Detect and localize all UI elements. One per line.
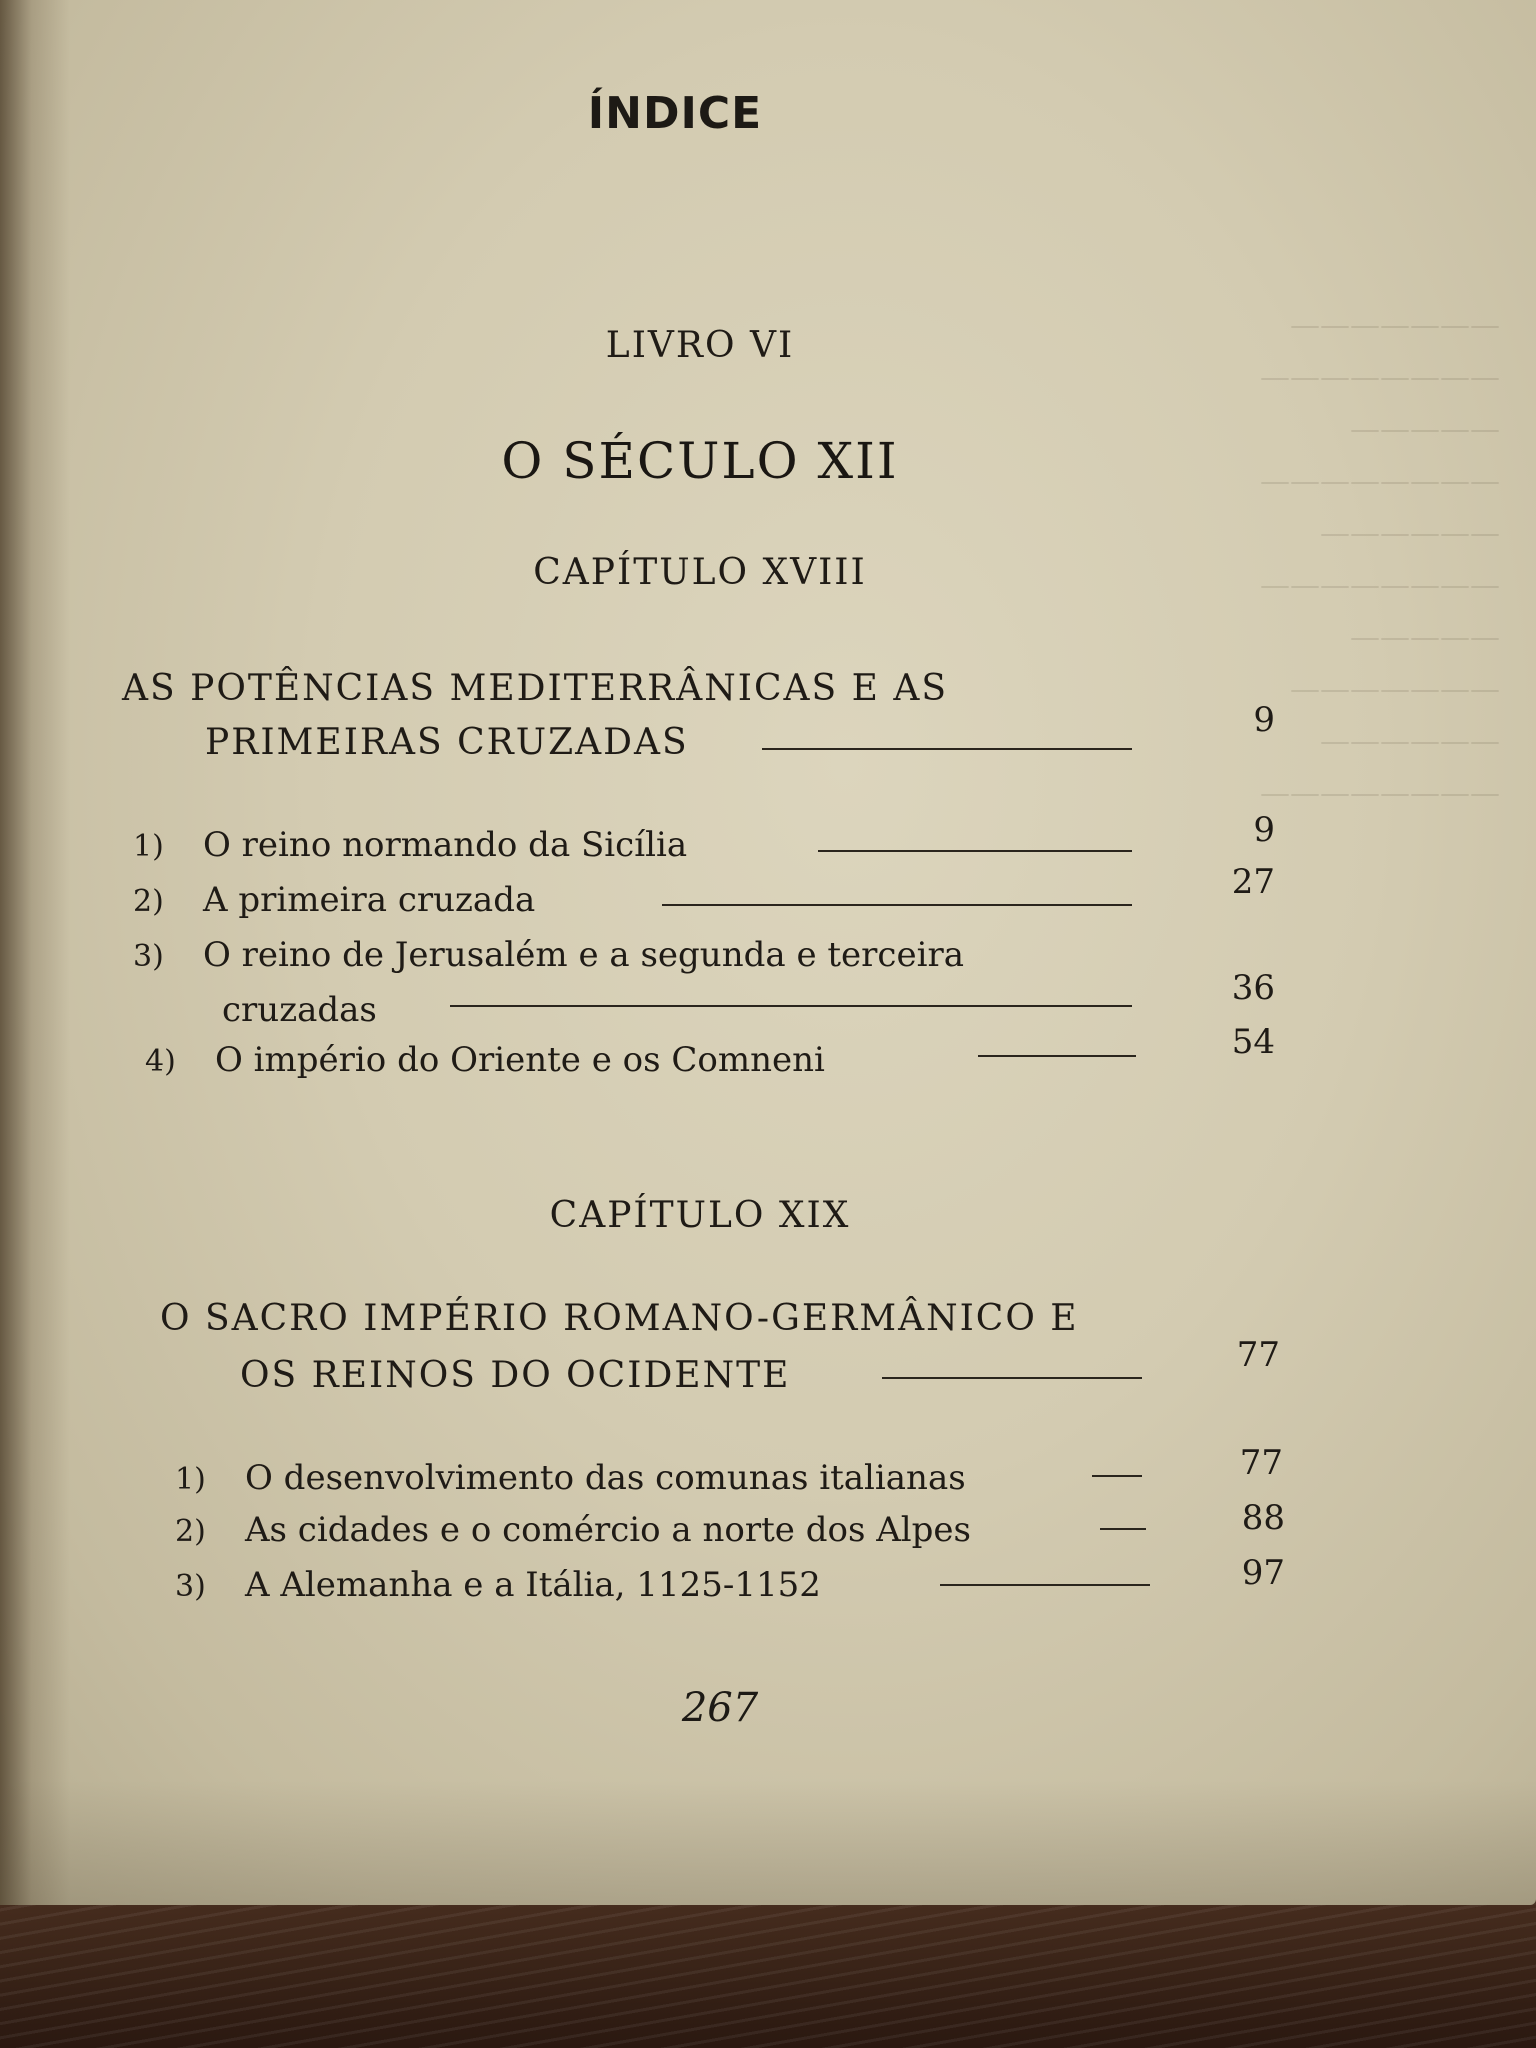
toc-entry[interactable] <box>175 1565 821 1605</box>
page-number: 77 <box>1236 1335 1280 1375</box>
page-folio: 267 <box>681 1685 759 1731</box>
table-surface <box>0 1880 1536 2048</box>
leader-rule <box>818 850 1132 852</box>
page-number: 9 <box>1253 810 1275 850</box>
toc-entry[interactable] <box>133 825 687 865</box>
entry-number: 4) <box>145 1044 176 1079</box>
page-number: 9 <box>1253 700 1275 740</box>
page-number: 97 <box>1241 1553 1285 1593</box>
spine-shadow <box>0 0 70 1905</box>
entry-title: A primeira cruzada <box>203 880 536 920</box>
leader-rule <box>662 904 1132 906</box>
entry-title: O reino de Jerusalém e a segunda e terceira <box>203 935 964 975</box>
toc-entry[interactable] <box>175 1458 966 1498</box>
toc-entry-continued: cruzadas <box>222 990 377 1030</box>
entry-title: O império do Oriente e os Comneni <box>215 1040 825 1080</box>
page-number: 77 <box>1239 1443 1283 1483</box>
page-title: ÍNDICE <box>587 88 763 139</box>
bleed-through-text: ——————— ———————— ————— ———————— —————— ———————— ————— ——————— —————— ———————— <box>1260 308 1500 811</box>
page-number: 54 <box>1231 1022 1275 1062</box>
page-number: 36 <box>1231 968 1275 1008</box>
chapter-label: CAPÍTULO XIX <box>549 1195 851 1236</box>
chapter-heading-line2: OS REINOS DO OCIDENTE <box>240 1355 791 1396</box>
entry-title: A Alemanha e a Itália, 1125-1152 <box>245 1565 821 1605</box>
toc-entry[interactable] <box>145 1040 825 1080</box>
toc-entry[interactable] <box>133 880 535 920</box>
leader-rule <box>450 1005 1132 1007</box>
entry-number: 3) <box>133 939 164 974</box>
entry-title: O desenvolvimento das comunas italianas <box>245 1458 966 1498</box>
page-number: 27 <box>1231 862 1275 902</box>
leader-rule <box>762 748 1132 750</box>
page-shadow <box>0 1780 1536 1905</box>
entry-title: O reino normando da Sicília <box>203 825 688 865</box>
leader-rule <box>1100 1528 1146 1530</box>
leader-rule <box>882 1377 1142 1379</box>
leader-rule <box>1092 1475 1142 1477</box>
part-title: O SÉCULO XII <box>501 432 899 490</box>
chapter-heading-line1: AS POTÊNCIAS MEDITERRÂNICAS E AS <box>122 668 948 709</box>
entry-title: As cidades e o comércio a norte dos Alpes <box>245 1510 971 1550</box>
entry-number: 2) <box>133 884 164 919</box>
toc-entry[interactable] <box>175 1510 971 1550</box>
page-number: 88 <box>1241 1498 1285 1538</box>
chapter-heading-line2: PRIMEIRAS CRUZADAS <box>205 722 689 763</box>
toc-entry[interactable] <box>133 935 964 975</box>
entry-number: 1) <box>175 1462 206 1497</box>
entry-number: 3) <box>175 1569 206 1604</box>
chapter-heading-line1: O SACRO IMPÉRIO ROMANO-GERMÂNICO E <box>160 1298 1079 1339</box>
book-label: LIVRO VI <box>605 325 795 366</box>
leader-rule <box>940 1584 1150 1586</box>
chapter-label: CAPÍTULO XVIII <box>533 552 867 593</box>
entry-number: 2) <box>175 1514 206 1549</box>
entry-number: 1) <box>133 829 164 864</box>
leader-rule <box>978 1055 1136 1057</box>
